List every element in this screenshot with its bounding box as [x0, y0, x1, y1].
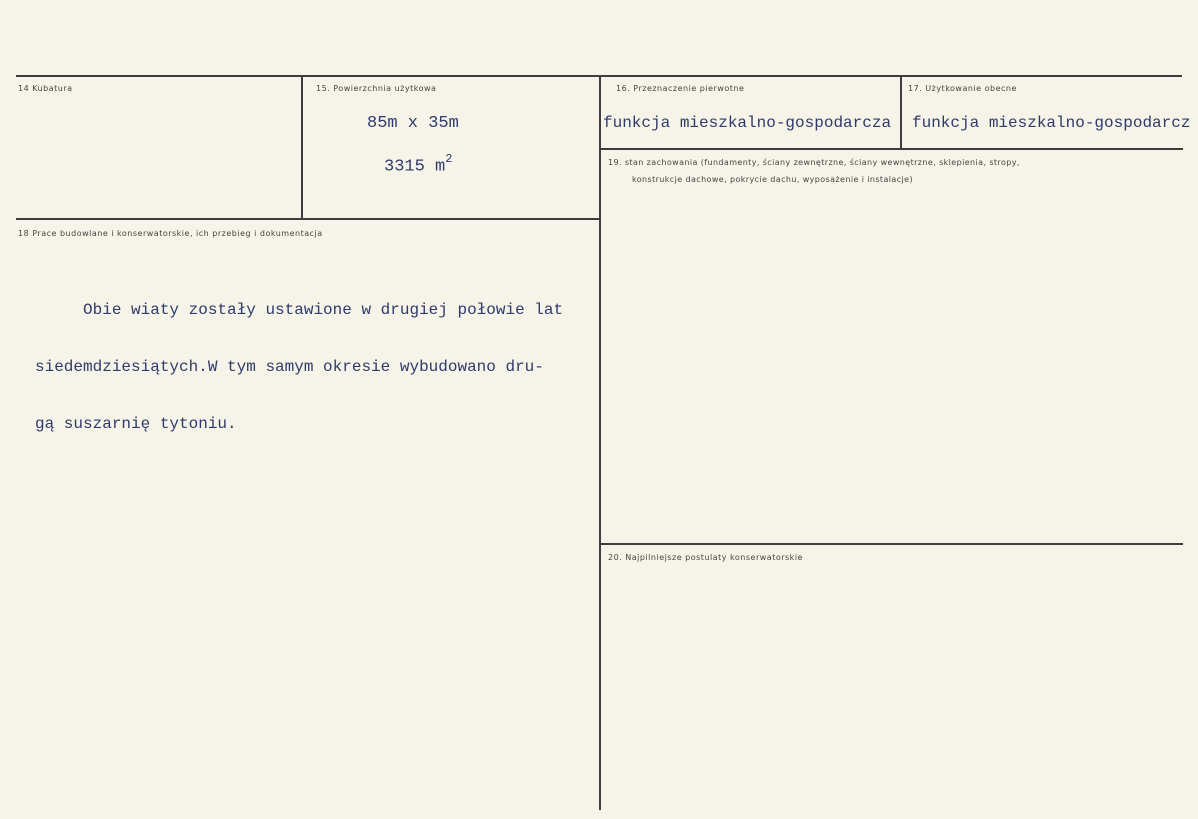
field-18-text	[35, 263, 595, 453]
divider-16-17	[900, 77, 902, 150]
field-19-label-line-1: 19. stan zachowania (fundamenty, ściany zewnętrzne, ściany wewnętrzne, sklepienia, stropy,	[608, 158, 1020, 167]
field-15-area-exponent: 2	[445, 152, 453, 166]
rule-19-bottom	[601, 543, 1183, 545]
field-18-label: 18 Prace budowlane i konserwatorskie, ich przebieg i dokumentacja	[18, 229, 323, 238]
field-15-area-value: 3315 m	[384, 157, 446, 177]
field-20-label: 20. Najpilniejsze postulaty konserwatorskie	[608, 553, 803, 562]
field-19-label	[608, 154, 1020, 188]
field-16-value: funkcja mieszkalno-gospodarcza	[603, 114, 892, 132]
rule-14-15-bottom	[16, 218, 599, 220]
rule-16-17-bottom	[601, 148, 1183, 150]
field-15-area	[384, 154, 452, 177]
field-18-text-line-3: gą suszarnię tytoniu.	[35, 415, 237, 433]
field-15-dimensions: 85m x 35m	[367, 114, 459, 133]
divider-left-right	[599, 77, 601, 810]
field-14-label: 14 Kubatura	[18, 84, 73, 93]
field-15-label: 15. Powierzchnia użytkowa	[316, 84, 437, 93]
field-16-label: 16. Przeznaczenie pierwotne	[616, 84, 745, 93]
field-18-text-line-1: Obie wiaty zostały ustawione w drugiej połowie lat	[35, 301, 564, 319]
field-17-value: funkcja mieszkalno-gospodarcz	[912, 114, 1191, 132]
divider-14-15	[301, 77, 303, 220]
field-18-text-line-2: siedemdziesiątych.W tym samym okresie wybudowano dru-	[35, 358, 544, 376]
field-17-label: 17. Użytkowanie obecne	[908, 84, 1017, 93]
field-19-label-line-2: konstrukcje dachowe, pokrycie dachu, wyposażenie i instalacje)	[632, 175, 913, 184]
